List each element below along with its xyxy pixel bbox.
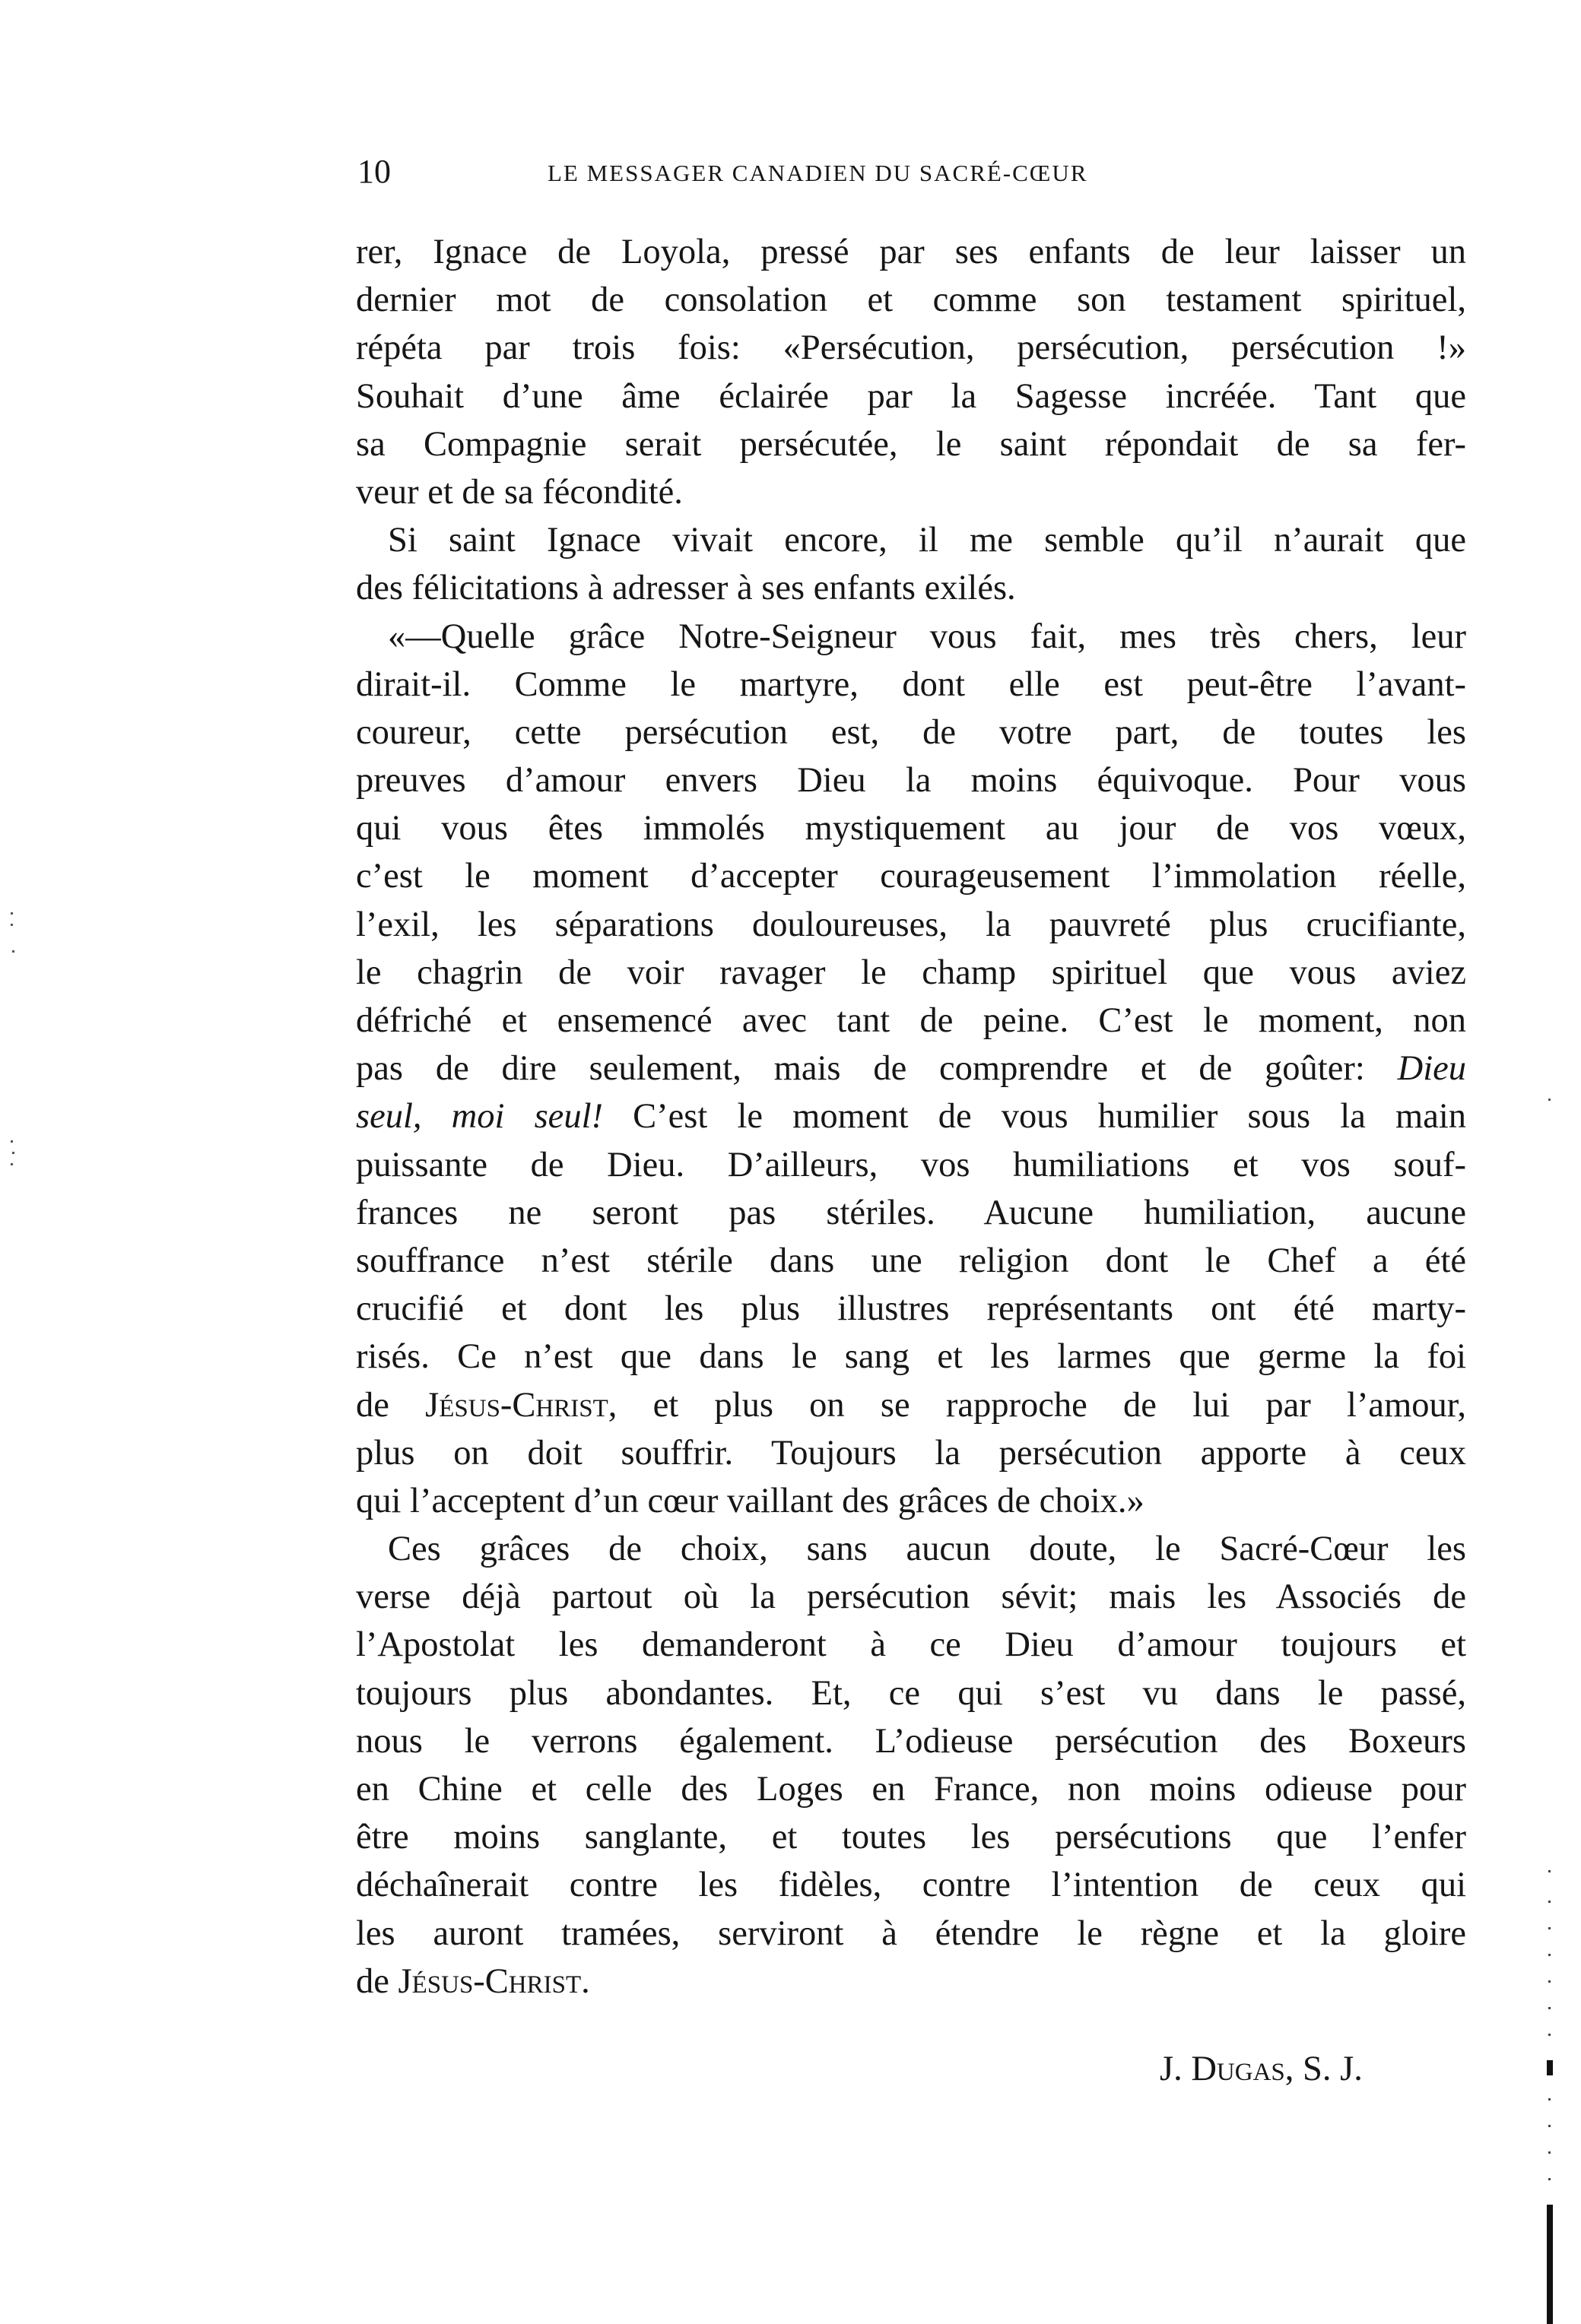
text-line: plus on doit souffrir. Toujours la persécution apporte à ceux xyxy=(356,1433,1466,1473)
scan-speck xyxy=(11,924,13,926)
text-line xyxy=(356,1092,1466,1140)
scan-speck xyxy=(11,1163,13,1165)
text-line xyxy=(356,1958,1466,2005)
text-line: risés. Ce n’est que dans le sang et les larmes que germe la foi xyxy=(356,1337,1466,1377)
scan-edge-artifact xyxy=(1544,1855,1559,2324)
scan-speck xyxy=(11,1140,13,1143)
text-line: déchaînerait contre les fidèles, contre l’intention de ceux qui xyxy=(356,1866,1466,1905)
text-line: Souhait d’une âme éclairée par la Sagesse incréée. Tant que xyxy=(356,376,1466,416)
text-fragment: pas de dire seulement, mais de comprendre et de goûter: xyxy=(356,1049,1365,1089)
text-line: en Chine et celle des Loges en France, non moins odieuse pour xyxy=(356,1770,1466,1809)
text-line: dirait-il. Comme le martyre, dont elle est peut-être l’avant- xyxy=(356,664,1466,704)
text-line: toujours plus abondantes. Et, ce qui s’est vu dans le passé, xyxy=(356,1673,1466,1713)
text-line: crucifié et dont les plus illustres représentants ont été marty- xyxy=(356,1289,1466,1329)
name-small-caps: Jésus-Christ xyxy=(398,1961,582,2001)
text-line xyxy=(356,1045,1466,1092)
name-small-caps: Jésus-Christ xyxy=(425,1385,608,1425)
text-line: défriché et ensemencé avec tant de peine. C’est le moment, non xyxy=(356,1001,1466,1040)
text-fragment: , et plus on se rapproche de lui par l’amour, xyxy=(608,1385,1466,1425)
text-fragment: C’est le moment de vous humilier sous la main xyxy=(633,1097,1467,1137)
text-line: rer, Ignace de Loyola, pressé par ses enfants de leur laisser un xyxy=(356,233,1466,271)
text-line: répéta par trois fois: «Persécution, persécution, persécution !» xyxy=(356,328,1466,368)
text-line: l’exil, les séparations douloureuses, la pauvreté plus crucifiante, xyxy=(356,905,1466,944)
scan-speck xyxy=(12,1152,14,1154)
text-line xyxy=(356,1381,1466,1429)
running-head: LE MESSAGER CANADIEN DU SACRÉ-CŒUR xyxy=(548,160,1088,186)
text-line: puissante de Dieu. D’ailleurs, vos humiliations et vos souf- xyxy=(356,1145,1466,1184)
text-line: veur et de sa fécondité. xyxy=(356,472,683,512)
text-line: qui vous êtes immolés mystiquement au jour de vos vœux, xyxy=(356,809,1466,848)
text-line: les auront tramées, serviront à étendre le règne et la gloire xyxy=(356,1913,1466,1953)
text-line: Ces grâces de choix, sans aucun doute, le Sacré-Cœur les xyxy=(388,1530,1466,1569)
text-line: nous le verrons également. L’odieuse persécution des Boxeurs xyxy=(356,1721,1466,1761)
text-line: des félicitations à adresser à ses enfants exilés. xyxy=(356,569,1016,608)
text-line: qui l’acceptent d’un cœur vaillant des grâces de choix.» xyxy=(356,1481,1144,1520)
scan-speck xyxy=(1548,1099,1551,1101)
italic-phrase: seul, moi seul! xyxy=(356,1097,603,1137)
signature: J. Dugas, S. J. xyxy=(1160,2050,1363,2088)
page-number: 10 xyxy=(357,153,391,190)
text-line: Si saint Ignace vivait encore, il me semble qu’il n’aurait que xyxy=(388,521,1466,560)
scan-speck xyxy=(11,912,13,915)
text-fragment: . xyxy=(581,1961,590,2001)
scan-speck xyxy=(12,950,14,953)
text-line: l’Apostolat les demanderont à ce Dieu d’amour toujours et xyxy=(356,1625,1466,1665)
body-text xyxy=(356,228,1466,2005)
text-line: le chagrin de voir ravager le champ spirituel que vous aviez xyxy=(356,953,1466,992)
text-line: preuves d’amour envers Dieu la moins équivoque. Pour vous xyxy=(356,761,1466,801)
text-line: frances ne seront pas stériles. Aucune humiliation, aucune xyxy=(356,1193,1466,1232)
text-line: verse déjà partout où la persécution sévit; mais les Associés de xyxy=(356,1577,1466,1617)
page-header xyxy=(357,151,1346,196)
text-line: dernier mot de consolation et comme son testament spirituel, xyxy=(356,281,1466,320)
text-line: souffrance n’est stérile dans une religion dont le Chef a été xyxy=(356,1241,1466,1280)
text-line: «—Quelle grâce Notre-Seigneur vous fait, mes très chers, leur xyxy=(388,617,1466,656)
text-line: c’est le moment d’accepter courageusement l’immolation réelle, xyxy=(356,857,1466,896)
text-fragment: de xyxy=(356,1385,389,1425)
text-line: coureur, cette persécution est, de votre part, de toutes les xyxy=(356,712,1466,752)
italic-phrase: Dieu xyxy=(1397,1049,1466,1089)
text-line: être moins sanglante, et toutes les persécutions que l’enfer xyxy=(356,1818,1466,1857)
text-line: sa Compagnie serait persécutée, le saint répondait de sa fer- xyxy=(356,424,1466,464)
text-fragment: de xyxy=(356,1961,389,2001)
